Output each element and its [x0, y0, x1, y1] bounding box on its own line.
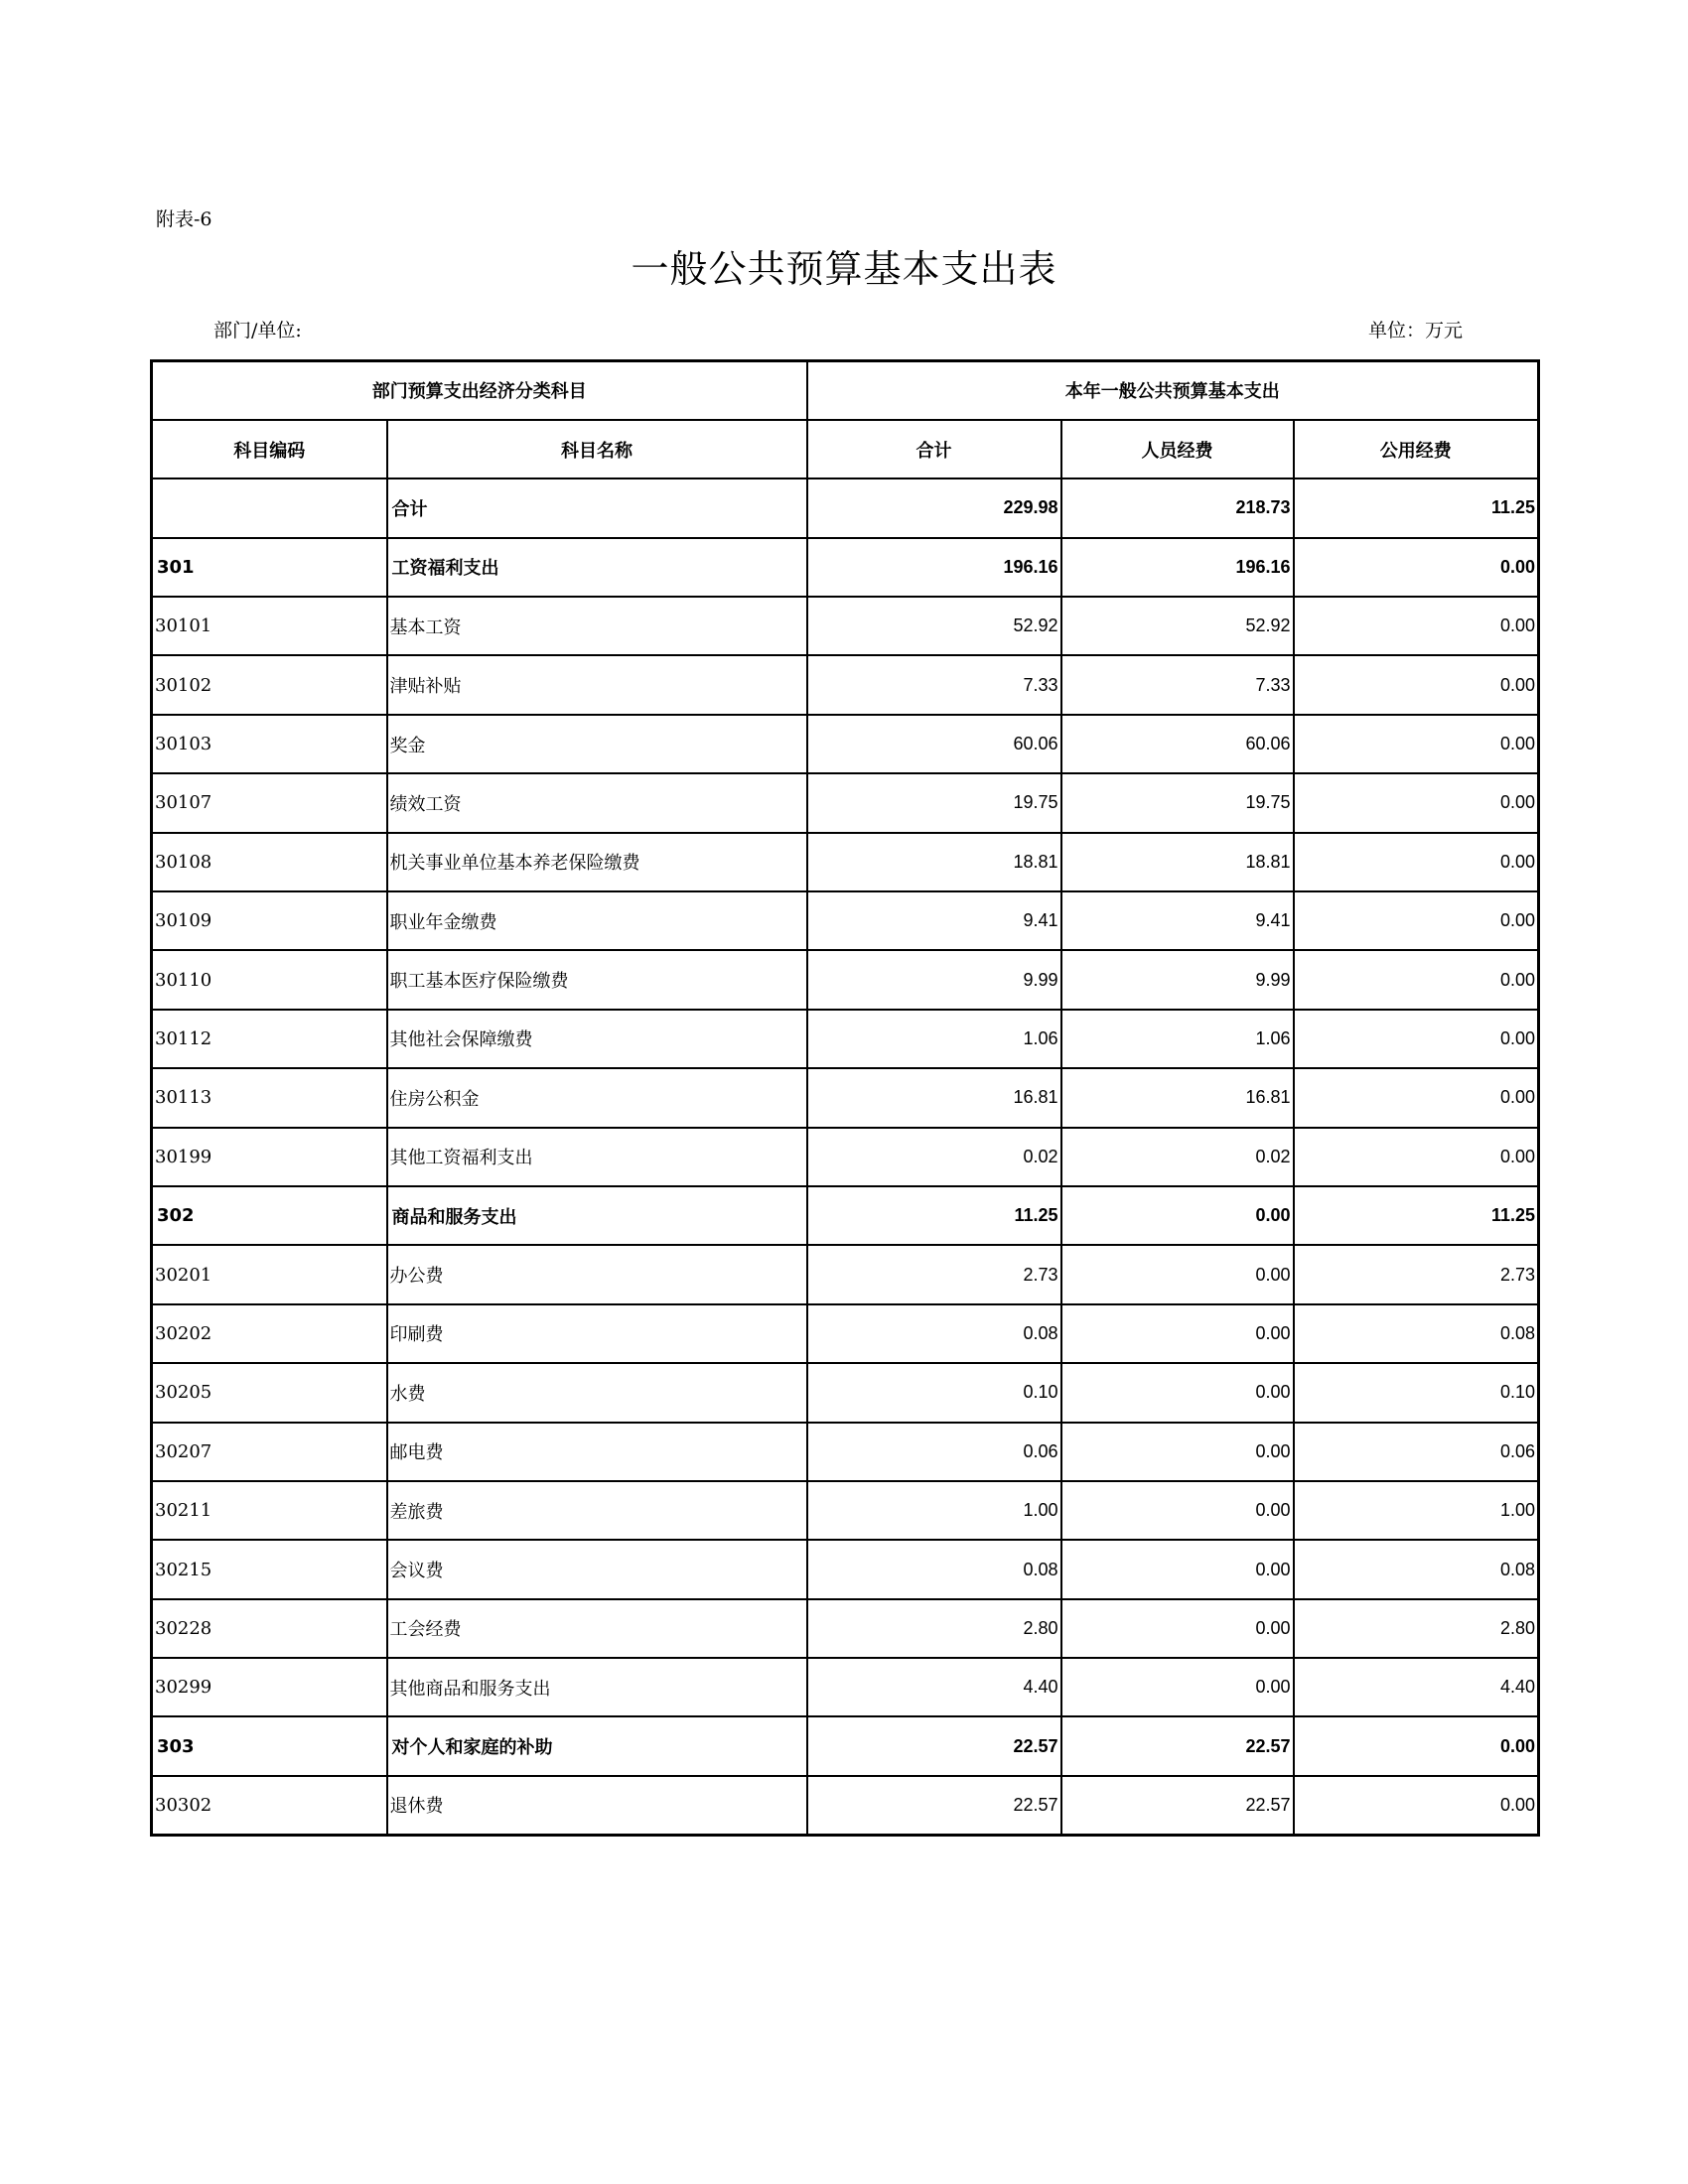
cell-personnel: 218.73 — [1061, 478, 1294, 537]
cell-code: 301 — [152, 538, 387, 597]
cell-public: 0.08 — [1294, 1540, 1539, 1598]
cell-personnel: 0.00 — [1061, 1599, 1294, 1658]
cell-personnel: 1.06 — [1061, 1010, 1294, 1068]
cell-code: 302 — [152, 1186, 387, 1245]
cell-total: 0.08 — [807, 1304, 1061, 1363]
cell-personnel: 18.81 — [1061, 833, 1294, 891]
cell-total: 1.00 — [807, 1481, 1061, 1540]
cell-code: 30299 — [152, 1658, 387, 1716]
cell-code: 30228 — [152, 1599, 387, 1658]
cell-code: 303 — [152, 1716, 387, 1775]
cell-name: 差旅费 — [387, 1481, 807, 1540]
cell-name: 绩效工资 — [387, 773, 807, 832]
table-row — [152, 1540, 1539, 1598]
cell-total: 22.57 — [807, 1776, 1061, 1835]
table-row — [152, 891, 1539, 950]
cell-total: 0.02 — [807, 1128, 1061, 1186]
cell-public: 0.00 — [1294, 538, 1539, 597]
table-row — [152, 597, 1539, 655]
cell-code — [152, 478, 387, 537]
cell-name: 水费 — [387, 1363, 807, 1422]
table-row — [152, 715, 1539, 773]
cell-personnel: 19.75 — [1061, 773, 1294, 832]
cell-code: 30201 — [152, 1245, 387, 1303]
cell-name: 办公费 — [387, 1245, 807, 1303]
cell-public: 0.00 — [1294, 655, 1539, 714]
table-row — [152, 1776, 1539, 1835]
cell-personnel: 9.41 — [1061, 891, 1294, 950]
cell-name: 住房公积金 — [387, 1068, 807, 1127]
cell-public: 1.00 — [1294, 1481, 1539, 1540]
cell-public: 0.00 — [1294, 891, 1539, 950]
cell-total: 0.08 — [807, 1540, 1061, 1598]
cell-personnel: 0.00 — [1061, 1245, 1294, 1303]
cell-code: 30101 — [152, 597, 387, 655]
current-year-group-header: 本年一般公共预算基本支出 — [807, 361, 1539, 420]
column-header-total: 合计 — [807, 420, 1061, 478]
table-body — [152, 478, 1539, 1835]
cell-name: 工资福利支出 — [387, 538, 807, 597]
table-row — [152, 1363, 1539, 1422]
table-row — [152, 538, 1539, 597]
column-header-public: 公用经费 — [1294, 420, 1539, 478]
cell-total: 0.10 — [807, 1363, 1061, 1422]
cell-name: 工会经费 — [387, 1599, 807, 1658]
cell-code: 30302 — [152, 1776, 387, 1835]
cell-name: 合计 — [387, 478, 807, 537]
column-header-personnel: 人员经费 — [1061, 420, 1294, 478]
cell-code: 30108 — [152, 833, 387, 891]
attachment-label: 附表-6 — [156, 208, 212, 230]
cell-public: 0.00 — [1294, 833, 1539, 891]
group-header-row — [152, 361, 1539, 420]
cell-code: 30102 — [152, 655, 387, 714]
cell-code: 30109 — [152, 891, 387, 950]
cell-total: 9.41 — [807, 891, 1061, 950]
cell-public: 0.00 — [1294, 1716, 1539, 1775]
cell-code: 30110 — [152, 950, 387, 1009]
cell-personnel: 16.81 — [1061, 1068, 1294, 1127]
cell-name: 其他商品和服务支出 — [387, 1658, 807, 1716]
cell-public: 0.00 — [1294, 1068, 1539, 1127]
cell-total: 9.99 — [807, 950, 1061, 1009]
cell-name: 邮电费 — [387, 1423, 807, 1481]
cell-total: 2.73 — [807, 1245, 1061, 1303]
cell-name: 会议费 — [387, 1540, 807, 1598]
table-row — [152, 833, 1539, 891]
cell-name: 基本工资 — [387, 597, 807, 655]
cell-personnel: 0.00 — [1061, 1658, 1294, 1716]
table-row — [152, 1658, 1539, 1716]
cell-personnel: 0.00 — [1061, 1423, 1294, 1481]
table-row — [152, 1423, 1539, 1481]
table-row — [152, 1010, 1539, 1068]
classification-group-header: 部门预算支出经济分类科目 — [152, 361, 807, 420]
cell-total: 16.81 — [807, 1068, 1061, 1127]
cell-code: 30211 — [152, 1481, 387, 1540]
cell-public: 0.08 — [1294, 1304, 1539, 1363]
cell-public: 0.06 — [1294, 1423, 1539, 1481]
cell-name: 其他工资福利支出 — [387, 1128, 807, 1186]
cell-public: 0.00 — [1294, 1010, 1539, 1068]
cell-personnel: 7.33 — [1061, 655, 1294, 714]
cell-personnel: 22.57 — [1061, 1716, 1294, 1775]
cell-name: 商品和服务支出 — [387, 1186, 807, 1245]
cell-code: 30112 — [152, 1010, 387, 1068]
cell-name: 奖金 — [387, 715, 807, 773]
cell-code: 30103 — [152, 715, 387, 773]
cell-public: 0.00 — [1294, 1128, 1539, 1186]
cell-personnel: 0.00 — [1061, 1304, 1294, 1363]
cell-code: 30199 — [152, 1128, 387, 1186]
cell-personnel: 0.00 — [1061, 1481, 1294, 1540]
cell-name: 退休费 — [387, 1776, 807, 1835]
cell-total: 7.33 — [807, 655, 1061, 714]
cell-total: 60.06 — [807, 715, 1061, 773]
cell-total: 18.81 — [807, 833, 1061, 891]
table-row — [152, 655, 1539, 714]
cell-public: 0.10 — [1294, 1363, 1539, 1422]
cell-name: 印刷费 — [387, 1304, 807, 1363]
cell-total: 4.40 — [807, 1658, 1061, 1716]
table-row — [152, 1304, 1539, 1363]
page-title: 一般公共预算基本支出表 — [631, 247, 1057, 291]
table-row — [152, 1128, 1539, 1186]
cell-name: 职业年金缴费 — [387, 891, 807, 950]
cell-name: 其他社会保障缴费 — [387, 1010, 807, 1068]
cell-personnel: 0.02 — [1061, 1128, 1294, 1186]
table-row — [152, 1245, 1539, 1303]
cell-personnel: 22.57 — [1061, 1776, 1294, 1835]
cell-code: 30215 — [152, 1540, 387, 1598]
cell-public: 11.25 — [1294, 1186, 1539, 1245]
cell-code: 30205 — [152, 1363, 387, 1422]
cell-public: 2.73 — [1294, 1245, 1539, 1303]
cell-name: 津贴补贴 — [387, 655, 807, 714]
column-header-code: 科目编码 — [152, 420, 387, 478]
table-row — [152, 950, 1539, 1009]
cell-total: 22.57 — [807, 1716, 1061, 1775]
cell-personnel: 0.00 — [1061, 1186, 1294, 1245]
budget-table — [150, 359, 1540, 1837]
cell-personnel: 196.16 — [1061, 538, 1294, 597]
cell-name: 职工基本医疗保险缴费 — [387, 950, 807, 1009]
cell-personnel: 9.99 — [1061, 950, 1294, 1009]
column-header-name: 科目名称 — [387, 420, 807, 478]
cell-public: 4.40 — [1294, 1658, 1539, 1716]
cell-total: 19.75 — [807, 773, 1061, 832]
cell-code: 30113 — [152, 1068, 387, 1127]
cell-total: 52.92 — [807, 597, 1061, 655]
cell-public: 0.00 — [1294, 715, 1539, 773]
cell-total: 229.98 — [807, 478, 1061, 537]
cell-total: 196.16 — [807, 538, 1061, 597]
table-row — [152, 1716, 1539, 1775]
column-header-row — [152, 420, 1539, 478]
cell-code: 30202 — [152, 1304, 387, 1363]
cell-public: 0.00 — [1294, 1776, 1539, 1835]
cell-name: 机关事业单位基本养老保险缴费 — [387, 833, 807, 891]
cell-public: 11.25 — [1294, 478, 1539, 537]
cell-personnel: 52.92 — [1061, 597, 1294, 655]
cell-total: 2.80 — [807, 1599, 1061, 1658]
cell-personnel: 0.00 — [1061, 1363, 1294, 1422]
cell-name: 对个人和家庭的补助 — [387, 1716, 807, 1775]
cell-code: 30107 — [152, 773, 387, 832]
cell-total: 1.06 — [807, 1010, 1061, 1068]
table-row — [152, 1599, 1539, 1658]
table-row — [152, 1068, 1539, 1127]
table-row — [152, 773, 1539, 832]
department-label: 部门/单位: — [213, 320, 302, 341]
cell-personnel: 60.06 — [1061, 715, 1294, 773]
cell-total: 11.25 — [807, 1186, 1061, 1245]
cell-personnel: 0.00 — [1061, 1540, 1294, 1598]
table-row — [152, 1481, 1539, 1540]
cell-total: 0.06 — [807, 1423, 1061, 1481]
cell-public: 0.00 — [1294, 950, 1539, 1009]
table-row — [152, 478, 1539, 537]
cell-public: 0.00 — [1294, 773, 1539, 832]
unit-label: 单位：万元 — [1368, 320, 1464, 341]
cell-public: 2.80 — [1294, 1599, 1539, 1658]
cell-code: 30207 — [152, 1423, 387, 1481]
table-row — [152, 1186, 1539, 1245]
cell-public: 0.00 — [1294, 597, 1539, 655]
